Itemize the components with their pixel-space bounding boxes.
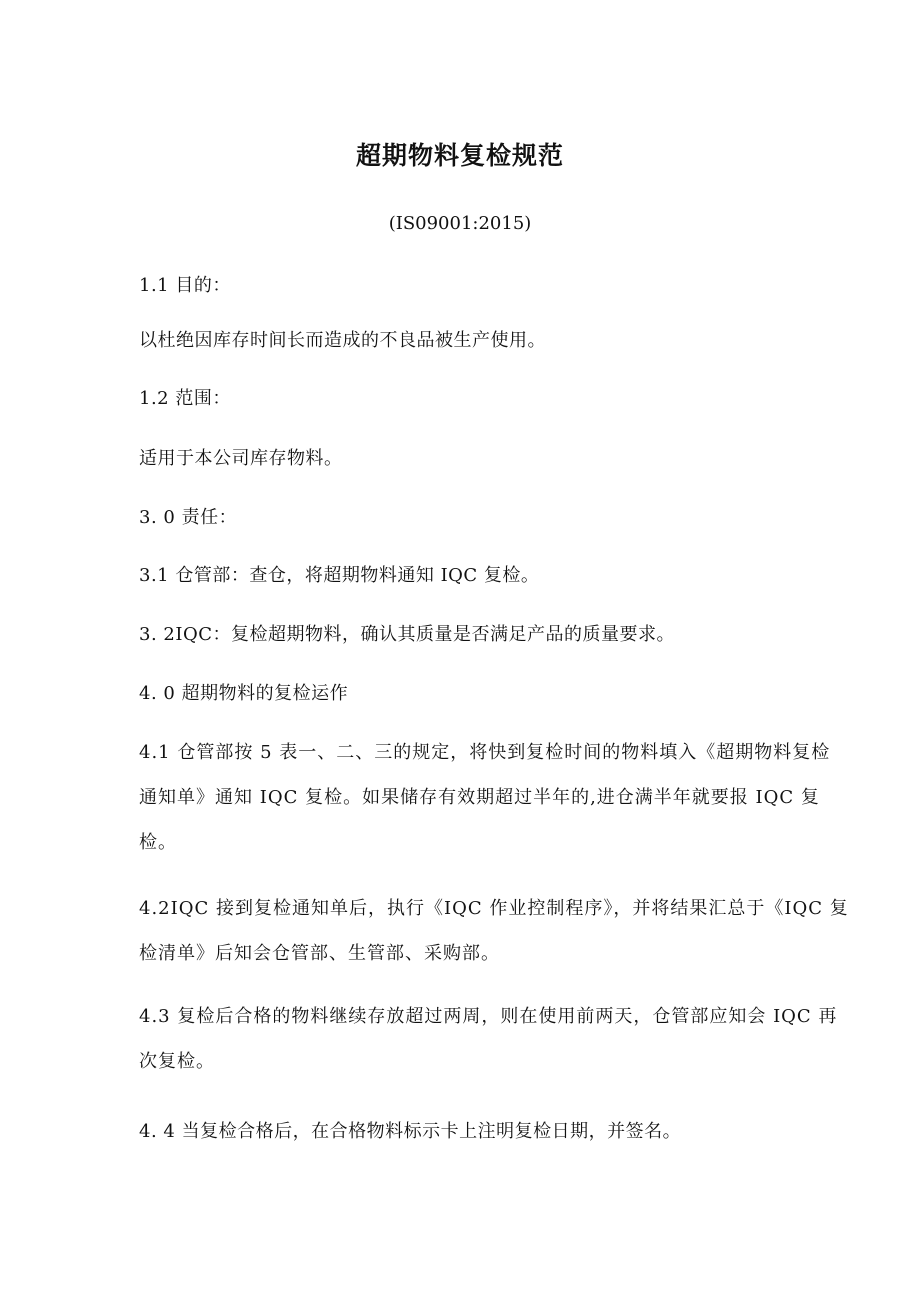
responsibility-warehouse: 3.1 仓管部：查仓，将超期物料通知 IQC 复检。 [139,565,540,586]
section-operation-heading: 4. 0 超期物料的复检运作 [139,683,349,704]
section-scope-text: 适用于本公司库存物料。 [139,448,343,469]
document-subtitle: (IS09001:2015) [388,213,532,234]
document-title: 超期物料复检规范 [355,141,564,170]
section-purpose-heading: 1.1 目的： [139,275,231,296]
section-responsibility-heading: 3. 0 责任： [139,507,238,528]
section-scope-heading: 1.2 范围： [139,388,231,409]
operation-item-4-2: 4.2IQC 接到复检通知单后，执行《IQC 作业控制程序》，并将结果汇总于《IQC 复检清单》后知会仓管部、生管部、采购部。 [139,898,849,964]
responsibility-iqc: 3. 2IQC：复检超期物料，确认其质量是否满足产品的质量要求。 [139,624,675,645]
operation-item-4-3: 4.3 复检后合格的物料继续存放超过两周，则在使用前两天，仓管部应知会 IQC 再次复检。 [139,1006,838,1072]
section-purpose-text: 以杜绝因库存时间长而造成的不良品被生产使用。 [139,330,546,351]
operation-item-4-1: 4.1 仓管部按 5 表一、二、三的规定，将快到复检时间的物料填入《超期物料复检通知单》通知 IQC 复检。如果储存有效期超过半年的,进仓满半年就要报 IQC 复检。 [139,742,831,853]
operation-item-4-4: 4. 4 当复检合格后，在合格物料标示卡上注明复检日期，并签名。 [139,1121,682,1142]
